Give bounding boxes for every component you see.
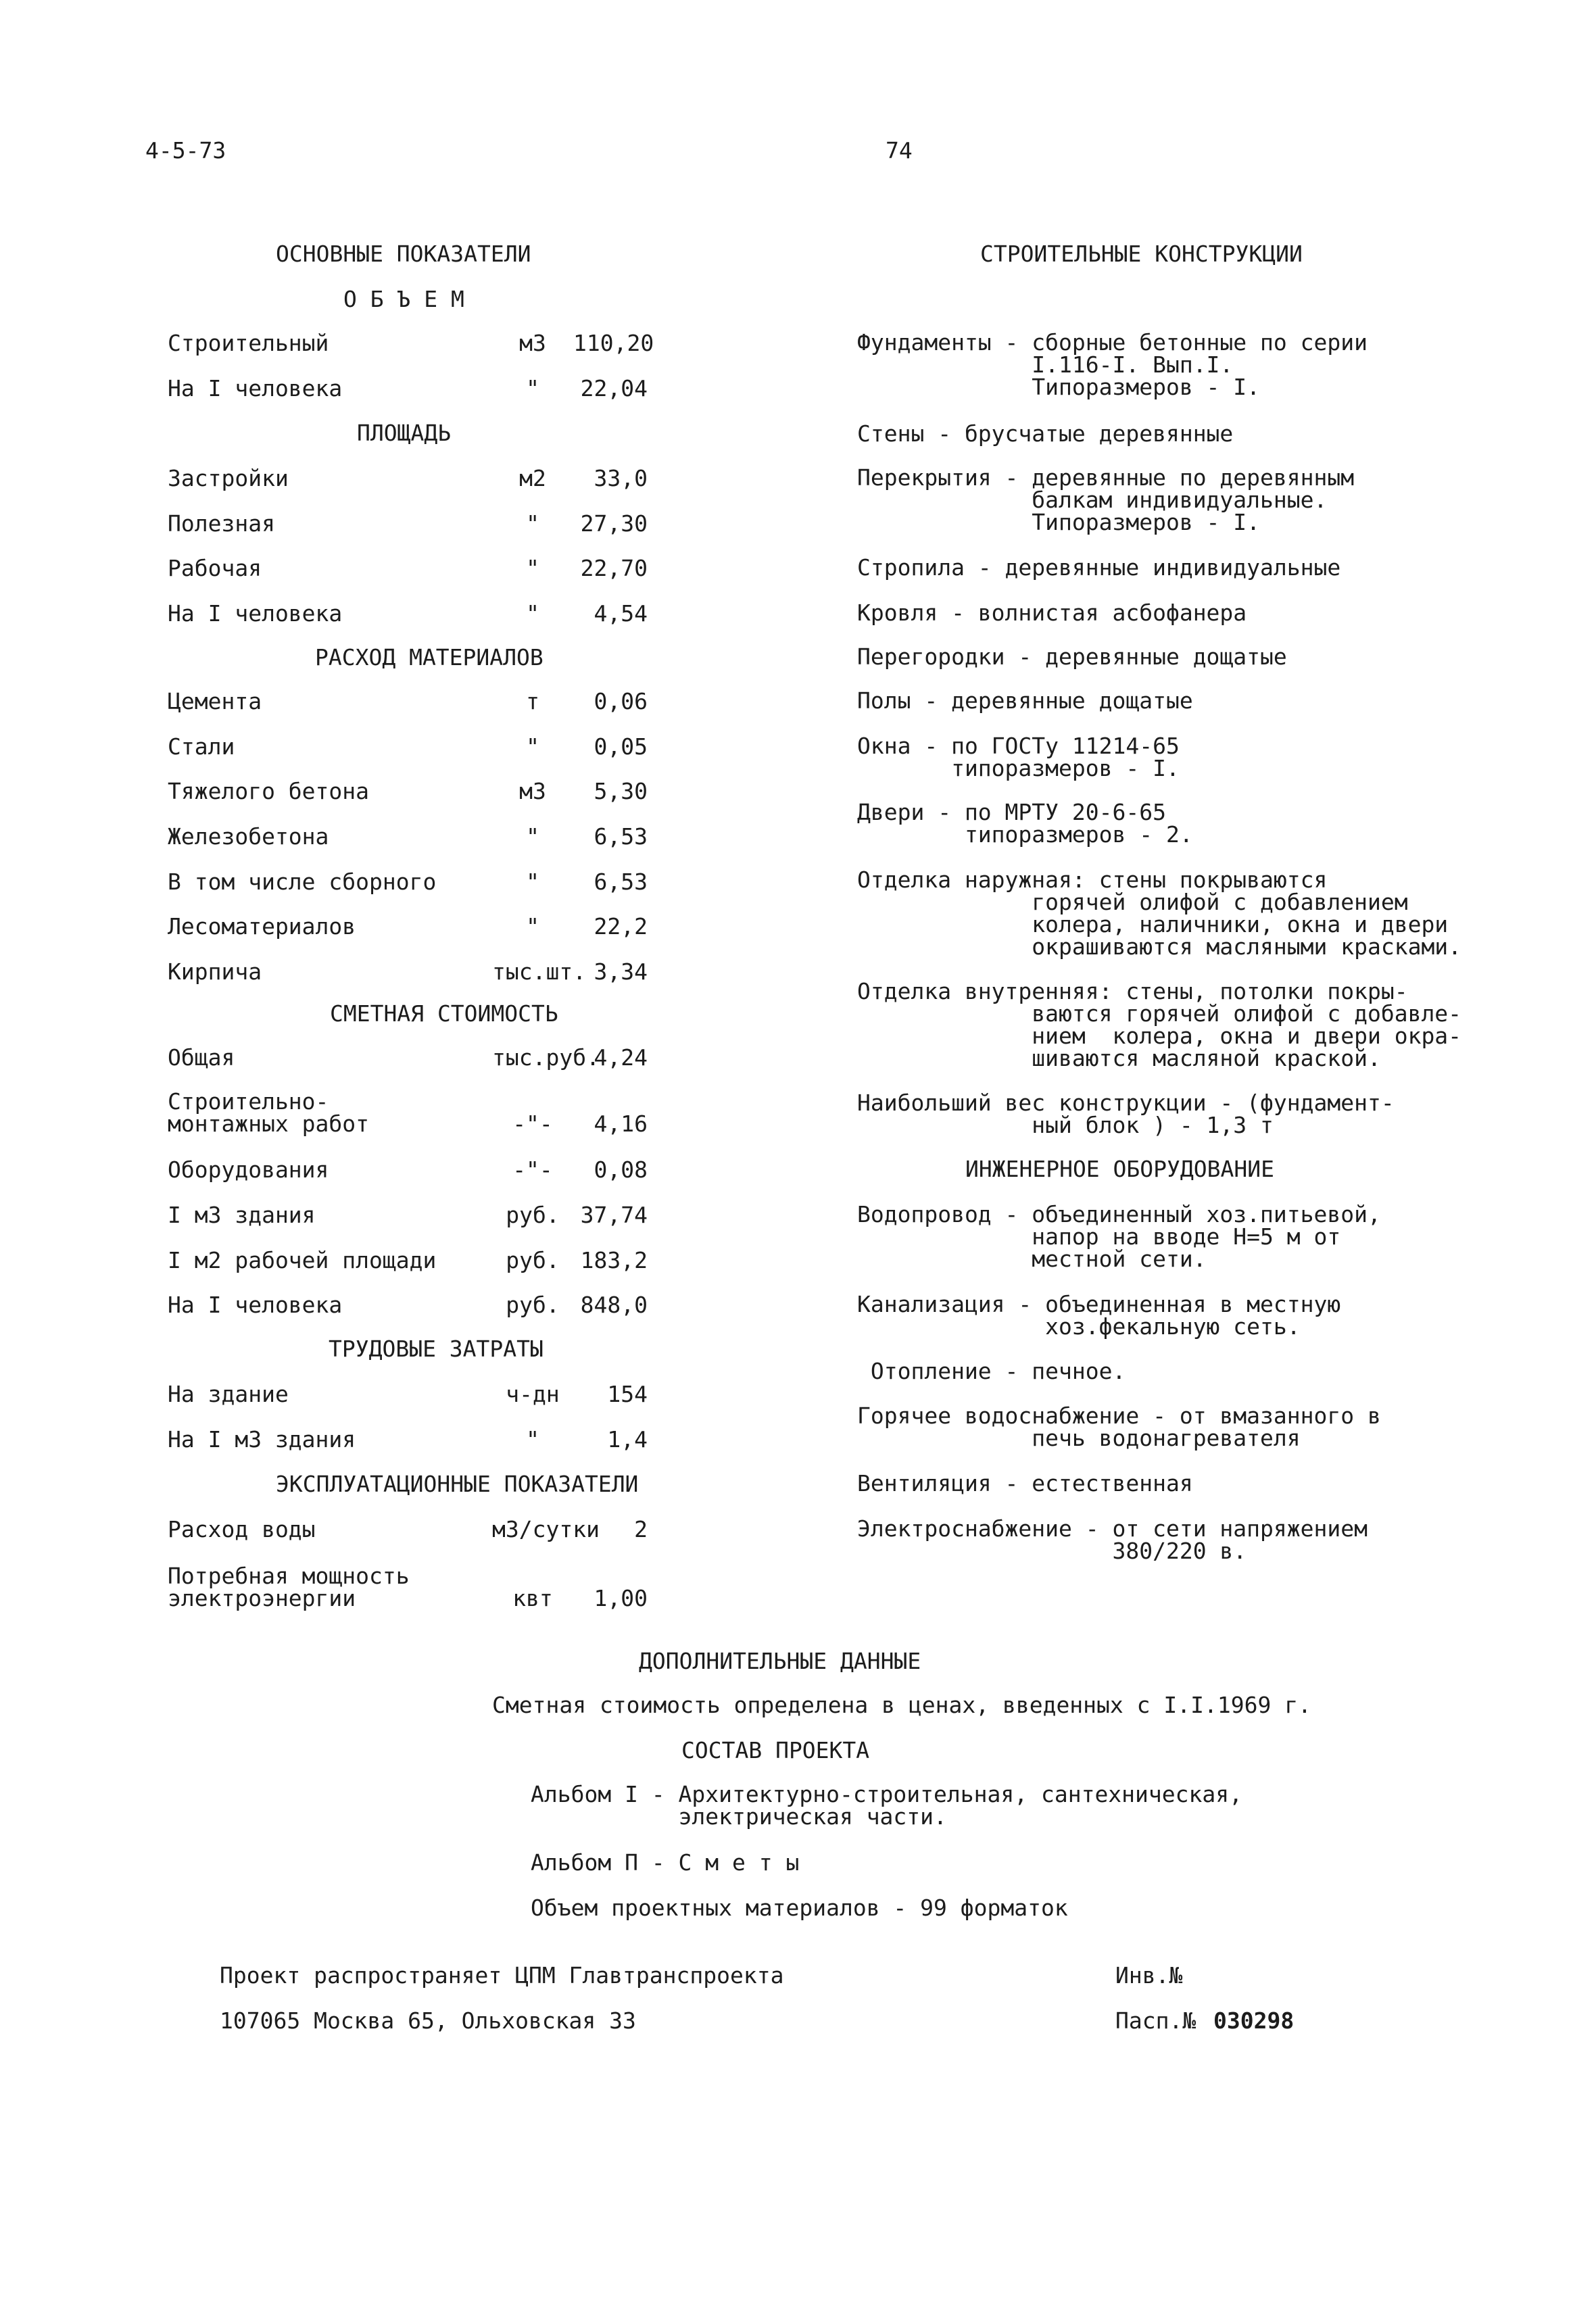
indicator-unit: м2: [519, 465, 546, 491]
indicator-unit: ": [526, 823, 539, 850]
indicator-label: Потребная мощность электроэнергии: [168, 1563, 410, 1611]
construction-item: Электроснабжение - от сети напряжением 380/220 в.: [857, 1515, 1368, 1564]
indicator-row: [168, 1203, 654, 1230]
construction-item: Горячее водоснабжение - от вмазанного в печь водонагревателя: [857, 1403, 1381, 1451]
indicator-value: 154: [607, 1381, 648, 1407]
materials-heading: РАСХОД МАТЕРИАЛОВ: [315, 644, 543, 671]
construction-item: Канализация - объединенная в местную хоз.фекальную сеть.: [857, 1291, 1341, 1340]
construction-item: Отопление - печное.: [857, 1358, 1126, 1384]
indicator-value: 5,30: [594, 778, 648, 804]
indicator-row: [168, 960, 654, 987]
indicator-value: 110,20: [573, 330, 654, 356]
indicator-label: На I человека: [168, 1292, 343, 1318]
indicator-row: [168, 1517, 654, 1544]
indicator-unit: ": [526, 375, 539, 401]
indicator-label: Строительный: [168, 330, 329, 356]
additional-heading: ДОПОЛНИТЕЛЬНЫЕ ДАННЫЕ: [639, 1648, 921, 1674]
indicator-row: [168, 1428, 654, 1455]
indicator-value: 4,16: [594, 1111, 648, 1137]
inventory-label: Инв.№: [1115, 1962, 1183, 1989]
indicator-label: Стали: [168, 733, 235, 760]
indicator-unit: м3/сутки: [492, 1516, 600, 1542]
indicator-label: Строительно- монтажных работ: [168, 1088, 370, 1137]
album-2: Альбом П - С м е т ы: [531, 1849, 800, 1876]
indicator-label: Полезная: [168, 510, 275, 537]
passport-number: 030298: [1213, 2007, 1295, 2034]
indicator-label: Железобетона: [168, 823, 329, 850]
indicator-value: 4,24: [594, 1044, 648, 1071]
indicator-label: Цемента: [168, 688, 262, 714]
indicator-value: 3,34: [594, 958, 648, 985]
indicator-unit: ": [526, 913, 539, 940]
indicator-label: Застройки: [168, 465, 289, 491]
indicator-value: 1,4: [607, 1426, 648, 1453]
indicator-label: Общая: [168, 1044, 235, 1071]
indicator-unit: руб.: [506, 1247, 560, 1273]
indicator-label: На I м3 здания: [168, 1426, 356, 1453]
main-indicators-title: ОСНОВНЫЕ ПОКАЗАТЕЛИ: [276, 241, 531, 267]
indicator-row: [168, 466, 654, 493]
indicator-unit: ": [526, 600, 539, 627]
additional-text: Сметная стоимость определена в ценах, введенных с I.I.1969 г.: [492, 1692, 1311, 1718]
indicator-unit: ": [526, 1426, 539, 1453]
indicator-row: [168, 825, 654, 852]
indicator-label: На здание: [168, 1381, 289, 1407]
indicator-value: 37,74: [580, 1202, 648, 1228]
indicator-row: [168, 1382, 654, 1409]
indicator-row: [168, 1088, 654, 1137]
distributor-line: Проект распространяет ЦПМ Главтранспроекта: [220, 1962, 784, 1989]
indicator-unit: руб.: [506, 1292, 560, 1318]
construction-item: Стропила - деревянные индивидуальные: [857, 554, 1341, 581]
indicator-label: Расход воды: [168, 1516, 316, 1542]
indicator-value: 1,00: [594, 1585, 648, 1611]
indicator-value: 0,08: [594, 1156, 648, 1183]
indicator-unit: -"-: [512, 1156, 553, 1183]
indicator-row: [168, 331, 654, 358]
indicator-unit: квт: [512, 1585, 553, 1611]
indicator-row: [168, 376, 654, 404]
indicator-row: [168, 870, 654, 897]
indicator-value: 22,04: [580, 375, 648, 401]
construction-item: Отделка внутренняя: стены, потолки покры- ваются горячей олифой с добавле- нием колера, окна и двери окра- шиваются масляной краской.: [857, 978, 1462, 1071]
indicator-label: I м3 здания: [168, 1202, 316, 1228]
indicator-unit: ": [526, 555, 539, 581]
indicator-value: 4,54: [594, 600, 648, 627]
indicator-row: [168, 602, 654, 629]
indicator-label: Лесоматериалов: [168, 913, 356, 940]
construction-title: СТРОИТЕЛЬНЫЕ КОНСТРУКЦИИ: [980, 241, 1303, 267]
indicator-unit: тыс.шт.: [492, 958, 587, 985]
indicator-label: В том числе сборного: [168, 869, 437, 895]
construction-item: Двери - по МРТУ 20-6-65 типоразмеров - 2.: [857, 799, 1193, 848]
indicator-label: Кирпича: [168, 958, 262, 985]
indicator-unit: -"-: [512, 1111, 553, 1137]
indicator-unit: т: [526, 688, 539, 714]
area-heading: ПЛОЩАДЬ: [357, 420, 452, 446]
construction-item: Отделка наружная: стены покрываются горячей олифой с добавлением колера, наличники, окна и двери окрашиваются масляными красками.: [857, 867, 1462, 960]
indicator-value: 0,05: [594, 733, 648, 760]
indicator-unit: м3: [519, 778, 546, 804]
cost-heading: СМЕТНАЯ СТОИМОСТЬ: [330, 1000, 558, 1027]
indicator-value: 6,53: [594, 869, 648, 895]
construction-item: Окна - по ГОСТу 11214-65 типоразмеров - I.: [857, 733, 1180, 781]
indicator-row: [168, 735, 654, 762]
construction-item: Перекрытия - деревянные по деревянным балкам индивидуальные. Типоразмеров - I.: [857, 464, 1355, 535]
construction-item: Перегородки - деревянные дощатые: [857, 643, 1287, 670]
indicator-label: Тяжелого бетона: [168, 778, 370, 804]
indicator-value: 22,70: [580, 555, 648, 581]
construction-item: Наибольший вес конструкции - (фундамент- ный блок ) - 1,3 т: [857, 1090, 1395, 1138]
indicator-unit: ч-дн: [506, 1381, 560, 1407]
indicator-unit: ": [526, 510, 539, 537]
indicator-label: Рабочая: [168, 555, 262, 581]
indicator-row: [168, 689, 654, 716]
engineering-heading: ИНЖЕНЕРНОЕ ОБОРУДОВАНИЕ: [965, 1156, 1274, 1182]
indicator-row: [168, 1293, 654, 1320]
indicator-label: На I человека: [168, 600, 343, 627]
document-code: 4-5-73: [145, 137, 226, 164]
indicator-row: [168, 512, 654, 539]
construction-item: Полы - деревянные дощатые: [857, 687, 1193, 714]
album-1: Альбом I - Архитектурно-строительная, сантехническая, электрическая части.: [531, 1781, 1242, 1830]
indicator-unit: ": [526, 733, 539, 760]
construction-item: Фундаменты - сборные бетонные по серии I.116-I. Вып.I. Типоразмеров - I.: [857, 329, 1368, 400]
indicator-row: [168, 556, 654, 583]
indicator-unit: руб.: [506, 1202, 560, 1228]
operation-heading: ЭКСПЛУАТАЦИОННЫЕ ПОКАЗАТЕЛИ: [276, 1471, 639, 1497]
indicator-value: 33,0: [594, 465, 648, 491]
project-materials-volume: Объем проектных материалов - 99 форматок: [531, 1895, 1068, 1921]
indicator-row: [168, 1158, 654, 1185]
indicator-value: 6,53: [594, 823, 648, 850]
indicator-unit: ": [526, 869, 539, 895]
indicator-value: 2: [634, 1516, 648, 1542]
indicator-label: На I человека: [168, 375, 343, 401]
labor-heading: ТРУДОВЫЕ ЗАТРАТЫ: [329, 1336, 543, 1362]
address-line: 107065 Москва 65, Ольховская 33: [220, 2007, 636, 2034]
indicator-row: [168, 1046, 654, 1073]
indicator-row: [168, 1563, 654, 1611]
indicator-value: 27,30: [580, 510, 648, 537]
indicator-unit: м3: [519, 330, 546, 356]
indicator-label: Оборудования: [168, 1156, 329, 1183]
construction-item: Водопровод - объединенный хоз.питьевой, напор на вводе Н=5 м от местной сети.: [857, 1201, 1381, 1272]
indicator-value: 848,0: [580, 1292, 648, 1318]
indicator-unit: тыс.руб.: [492, 1044, 600, 1071]
indicator-row: [168, 779, 654, 806]
indicator-row: [168, 915, 654, 942]
indicator-row: [168, 1248, 654, 1275]
indicator-value: 22,2: [594, 913, 648, 940]
composition-heading: СОСТАВ ПРОЕКТА: [681, 1737, 870, 1763]
page-number: 74: [886, 137, 913, 164]
construction-item: Кровля - волнистая асбофанера: [857, 600, 1247, 626]
construction-item: Вентиляция - естественная: [857, 1470, 1193, 1496]
indicator-value: 0,06: [594, 688, 648, 714]
volume-heading: О Б Ъ Е М: [343, 286, 464, 312]
indicator-value: 183,2: [580, 1247, 648, 1273]
construction-item: Стены - брусчатые деревянные: [857, 420, 1234, 447]
indicator-label: I м2 рабочей площади: [168, 1247, 437, 1273]
passport-label: Пасп.№: [1115, 2007, 1196, 2034]
